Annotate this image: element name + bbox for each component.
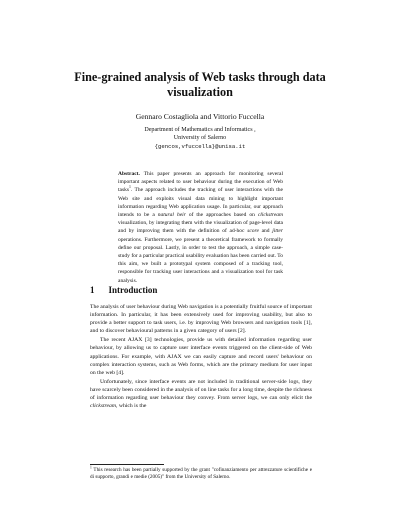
footnote-divider bbox=[90, 464, 164, 465]
abstract bbox=[118, 170, 283, 285]
section-number: 1 bbox=[90, 285, 95, 295]
paragraph: The recent AJAX [3] technologies, provide us with detailed information regarding user behaviour, by allowing us to capture user interface events triggered on the client-side of Web applications. For example, with AJAX we can easily capture and record users' behaviour on complex interaction systems, such as Web forms, which are the primary medium for user input on the web [4]. bbox=[90, 337, 312, 376]
department: Department of Mathematics and Informatics , bbox=[144, 127, 256, 133]
paragraph-text-2: , which is the bbox=[116, 403, 147, 410]
introduction-body bbox=[90, 303, 312, 411]
abstract-text-2: . The approach includes the tracking of user interactions with the Web site and exploits visual data mining to highlight important information regarding Web application usage. In particular, our approach intends to be a bbox=[118, 187, 283, 219]
abstract-label: Abstract. bbox=[118, 171, 140, 177]
author-emails: {gencos,vfuccella}@unisa.it bbox=[154, 142, 246, 150]
footnote-text: This research has been partially supported by the grant "cofinanziamento per attrezzature scientifiche e di supporto, grandi e medie (2005)" from the University of Salerno. bbox=[90, 467, 313, 481]
university: University of Salerno bbox=[173, 134, 227, 141]
paragraph-italic: clickstream bbox=[90, 403, 117, 410]
paragraph: The analysis of user behaviour during Web navigation is a potentially fruitful source of important information. In particular, it has been extensively used for improving usability, but also to provide a better support to task users, i.e. by improving Web browsers and navigation tools [1], and to discover behavioural patterns in a given category of users [2]. bbox=[90, 304, 312, 335]
authors: Gennaro Costagliola and Vittorio Fuccella bbox=[135, 112, 265, 121]
abstract-italic-3: score bbox=[247, 228, 259, 235]
affiliation bbox=[60, 127, 340, 151]
footnote bbox=[90, 467, 312, 482]
section-title: Introduction bbox=[108, 285, 158, 295]
section-heading bbox=[90, 285, 157, 295]
abstract-italic-1: natural heir bbox=[157, 212, 186, 219]
paper-title: Fine-grained analysis of Web tasks through data visualization bbox=[74, 70, 326, 99]
abstract-italic-2: clickstream bbox=[257, 212, 283, 219]
abstract-text-1: This paper presents an approach for monitoring several important aspects related to user behaviour during the execution of Web tasks bbox=[118, 171, 284, 194]
abstract-italic-4: jitter bbox=[272, 228, 283, 235]
abstract-footnote-mark: 1 bbox=[129, 185, 131, 190]
paragraph-text-1: Unfortunately, since interface events are not included in traditional server-side logs, they have scarcely been considered in the analysis of on line tasks for a long time, despite the richness of information regarding user behaviour they convey. From server logs, we can only elicit the bbox=[90, 378, 312, 402]
footnote-mark: 1 bbox=[90, 465, 92, 470]
abstract-text-4: visualization, by integrating them with the visualization of page-level data and by improving them with the definition of ad-hoc bbox=[118, 220, 283, 235]
abstract-text-5: and bbox=[258, 228, 273, 235]
abstract-text-6: operations. Furthermore, we present a theoretical framework to formally define our proposal. Lastly, in order to test the approach, a simple case-study for a particular practical usability evaluation has been carried out. To this aim, we built a prototypal system composed of a tracking tool, responsible for tracking user interactions and a visualization tool for task analysis. bbox=[118, 236, 283, 284]
paragraph bbox=[90, 378, 312, 410]
abstract-text-3: of the approaches based on bbox=[185, 212, 258, 219]
